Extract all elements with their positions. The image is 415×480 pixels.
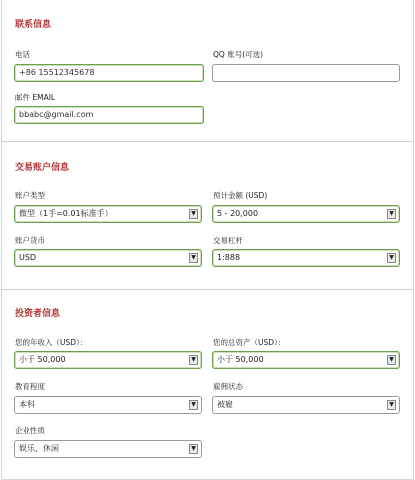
email-field[interactable]: bbabc@gmail.com — [14, 106, 204, 124]
deposit-select[interactable] — [212, 205, 400, 223]
assets-label: 您的总资产（USD）： — [213, 338, 286, 347]
deposit-value: 5 - 20,000 — [217, 209, 259, 218]
qq-field[interactable] — [212, 64, 400, 82]
employment-select[interactable] — [212, 396, 400, 414]
chevron-down-icon: ▼ — [189, 444, 198, 454]
employment-value: 被雇 — [217, 400, 233, 409]
phone-label: 电话 — [15, 50, 30, 59]
leverage-value: 1:888 — [217, 253, 241, 262]
chevron-down-icon: ▼ — [189, 400, 198, 410]
leverage-label: 交易杠杆 — [213, 236, 243, 245]
industry-select[interactable] — [14, 440, 202, 458]
chevron-down-icon: ▼ — [387, 209, 396, 219]
section-title-contact: 联系信息 — [15, 20, 52, 30]
chevron-down-icon: ▼ — [387, 355, 396, 365]
account-type-label: 账户类型 — [15, 191, 45, 200]
account-type-value: 微型（1手=0.01标准手） — [19, 209, 113, 218]
assets-value: 小于 50,000 — [217, 355, 264, 364]
phone-field[interactable]: +86 15512345678 — [14, 64, 204, 82]
education-select[interactable] — [14, 396, 202, 414]
section-title-account: 交易账户信息 — [15, 163, 70, 173]
currency-value: USD — [19, 253, 37, 262]
income-select[interactable] — [14, 351, 202, 369]
account-type-select[interactable] — [14, 205, 202, 223]
education-value: 本科 — [19, 400, 35, 409]
assets-select[interactable] — [212, 351, 400, 369]
industry-label: 企业性质 — [15, 426, 45, 435]
chevron-down-icon: ▼ — [189, 355, 198, 365]
section-divider — [1, 289, 413, 290]
currency-label: 账户货币 — [15, 236, 45, 245]
industry-value: 娱乐，休闲 — [19, 444, 59, 453]
chevron-down-icon: ▼ — [387, 400, 396, 410]
currency-select[interactable] — [14, 249, 202, 267]
deposit-label: 预计金额 (USD) — [213, 191, 268, 200]
email-label: 邮件 EMAIL — [15, 93, 56, 102]
section-divider — [1, 141, 413, 142]
qq-label: QQ 账号(可选) — [213, 50, 264, 59]
chevron-down-icon: ▼ — [189, 209, 198, 219]
education-label: 教育程度 — [15, 382, 45, 391]
chevron-down-icon: ▼ — [189, 253, 198, 263]
section-title-investor: 投资者信息 — [15, 309, 61, 319]
employment-label: 雇佣状态 — [213, 382, 243, 391]
chevron-down-icon: ▼ — [387, 253, 396, 263]
income-label: 您的年收入（USD）： — [15, 338, 88, 347]
income-value: 小于 50,000 — [19, 355, 66, 364]
leverage-select[interactable] — [212, 249, 400, 267]
